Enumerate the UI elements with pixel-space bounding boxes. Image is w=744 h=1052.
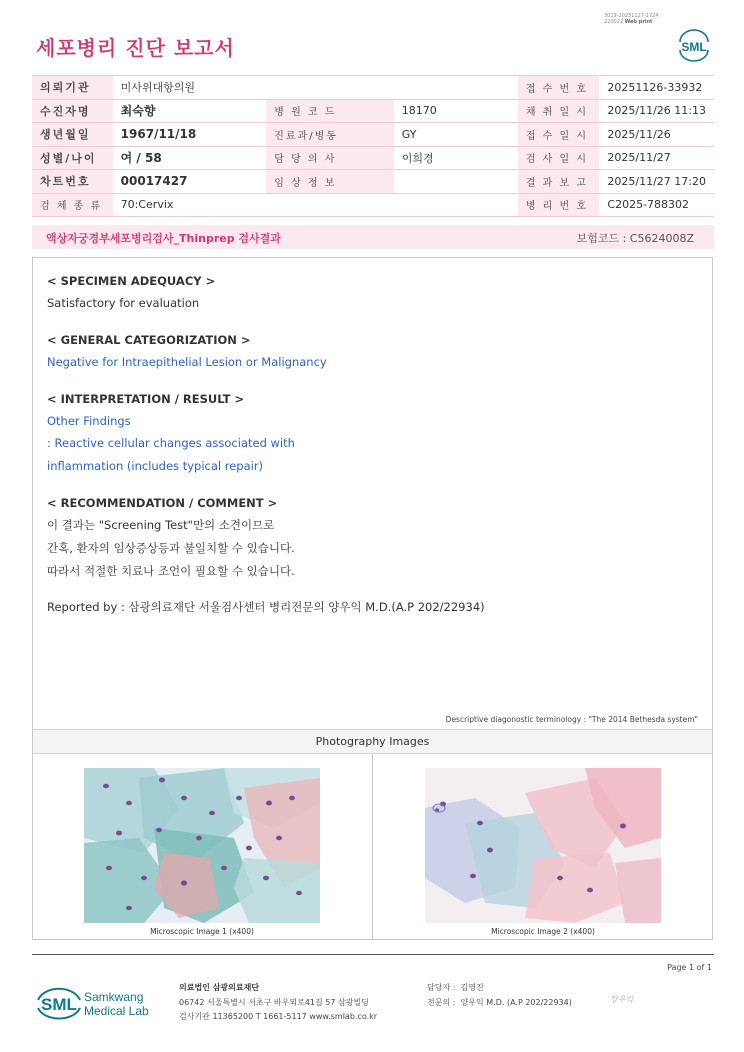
info-label: 담 당 의 사 — [266, 146, 394, 170]
photo-divider — [372, 754, 373, 940]
interpretation-heading: < INTERPRETATION / RESULT > — [47, 391, 245, 406]
svg-text:SML: SML — [681, 40, 707, 54]
info-row — [32, 193, 714, 217]
interpretation-line: inflammation (includes typical repair) — [47, 459, 264, 474]
org-name: 의료법인 삼광의료재단 — [179, 983, 260, 992]
info-label: 수진자명 — [32, 99, 113, 123]
org-address: 06742 서울특별시 서초구 바우뫼로41길 57 삼광빌딩 — [179, 997, 369, 1007]
info-value: 18170 — [394, 99, 518, 123]
doctor-name: 양우익 M.D. (A.P 202/22934) — [460, 997, 572, 1007]
info-label: 차트번호 — [32, 170, 113, 194]
adequacy-heading: < SPECIMEN ADEQUACY > — [47, 274, 216, 288]
info-label: 접 수 번 호 — [518, 76, 600, 100]
info-label: 임 상 정 보 — [266, 170, 394, 194]
category-heading: < GENERAL CATEGORIZATION > — [47, 332, 251, 347]
info-value: GY — [394, 123, 518, 147]
info-value: C2025-788302 — [599, 193, 714, 217]
info-label: 병 원 코 드 — [266, 99, 394, 123]
info-empty — [394, 76, 518, 100]
footer-divider — [32, 954, 714, 955]
microscopic-image-2 — [425, 768, 661, 923]
info-row — [32, 146, 714, 170]
samkwang-logo-icon — [36, 980, 154, 1026]
sml-logo-icon — [676, 28, 712, 62]
staff-name: 김영진 — [460, 983, 484, 992]
info-value: 최숙향 — [113, 99, 267, 123]
info-value: 2025/11/26 — [599, 123, 714, 147]
info-label: 진료과/병동 — [266, 123, 394, 147]
info-label: 접 수 일 시 — [518, 123, 600, 147]
info-empty — [394, 193, 518, 217]
image-1-caption: Microscopic Image 1 (x400) — [150, 927, 254, 936]
info-row — [32, 99, 714, 123]
photo-bar-title: Photography Images — [33, 729, 712, 754]
category-text: Negative for Intraepithelial Lesion or Malignancy — [47, 354, 327, 369]
info-value: 2025/11/26 11:13 — [599, 99, 714, 123]
recommendation-heading: < RECOMMENDATION / COMMENT > — [47, 495, 278, 510]
exam-bar — [32, 225, 714, 249]
page-number: Page 1 of 1 — [667, 963, 712, 972]
info-label: 검 사 일 시 — [518, 146, 600, 170]
info-value — [394, 170, 518, 194]
info-label: 검 체 종 류 — [32, 193, 113, 217]
info-value: 미사위대항의원 — [113, 76, 267, 100]
recommendation-line: 이 결과는 "Screening Test"만의 소견이므로 — [47, 517, 275, 532]
report-box — [32, 257, 713, 940]
info-value: 여 / 58 — [113, 146, 267, 170]
report-content — [47, 270, 687, 619]
svg-text:Samkwang: Samkwang — [84, 990, 144, 1004]
footer-staff-info — [427, 981, 572, 1010]
staff-label: 담당자 : — [427, 983, 456, 992]
image-2-caption: Microscopic Image 2 (x400) — [491, 927, 595, 936]
recommendation-line: 간혹, 환자의 임상증상등과 불일치할 수 있습니다. — [47, 540, 295, 555]
patient-info-table — [32, 75, 714, 217]
interpretation-line: Other Findings — [47, 413, 131, 428]
info-label: 성별/나이 — [32, 146, 113, 170]
info-label: 생년월일 — [32, 123, 113, 147]
exam-name: 액상자궁경부세포병리검사_Thinprep 검사결과 — [46, 232, 281, 245]
microscopic-image-1 — [84, 768, 320, 923]
org-contact: 검사기관 11365200 T 1661-5117 www.smlab.co.kr — [179, 1012, 378, 1021]
info-value: 70:Cervix — [113, 193, 267, 217]
info-empty — [266, 76, 394, 100]
info-value: 00017427 — [113, 170, 267, 194]
footer-org-info — [179, 981, 377, 1025]
info-row — [32, 123, 714, 147]
info-row — [32, 76, 714, 100]
info-value: 20251126-33932 — [599, 76, 714, 100]
info-label: 채 취 일 시 — [518, 99, 600, 123]
info-empty — [266, 193, 394, 217]
info-value: 1967/11/18 — [113, 123, 267, 147]
adequacy-text: Satisfactory for evaluation — [47, 296, 200, 310]
info-label: 의뢰기관 — [32, 76, 113, 100]
recommendation-line: 따라서 적절한 치료나 조언이 필요할 수 있습니다. — [47, 563, 295, 578]
report-title: 세포병리 진단 보고서 — [36, 36, 235, 60]
insurance-code: 보험코드 : C5624008Z — [576, 232, 694, 245]
terminology-note: Descriptive diagonostic terminology : "The 2014 Bethesda system" — [445, 715, 698, 724]
print-id: 3019-20251127-1724 220022 Web print — [604, 13, 659, 25]
reported-by: Reported by : 삼광의료재단 서울검사센터 병리전문의 양우익 M.D.(A.P 202/22934) — [47, 600, 485, 615]
interpretation-line: : Reactive cellular changes associated with — [47, 436, 295, 451]
doctor-label: 전문의 : — [427, 997, 456, 1007]
info-value: 2025/11/27 17:20 — [599, 170, 714, 194]
info-label: 병 리 번 호 — [518, 193, 600, 217]
svg-text:SML: SML — [41, 995, 77, 1014]
info-label: 결 과 보 고 — [518, 170, 600, 194]
doctor-signature: 양우익 — [610, 995, 634, 1004]
info-value: 이희경 — [394, 146, 518, 170]
svg-text:Medical Lab: Medical Lab — [84, 1004, 149, 1018]
info-row — [32, 170, 714, 194]
info-value: 2025/11/27 — [599, 146, 714, 170]
